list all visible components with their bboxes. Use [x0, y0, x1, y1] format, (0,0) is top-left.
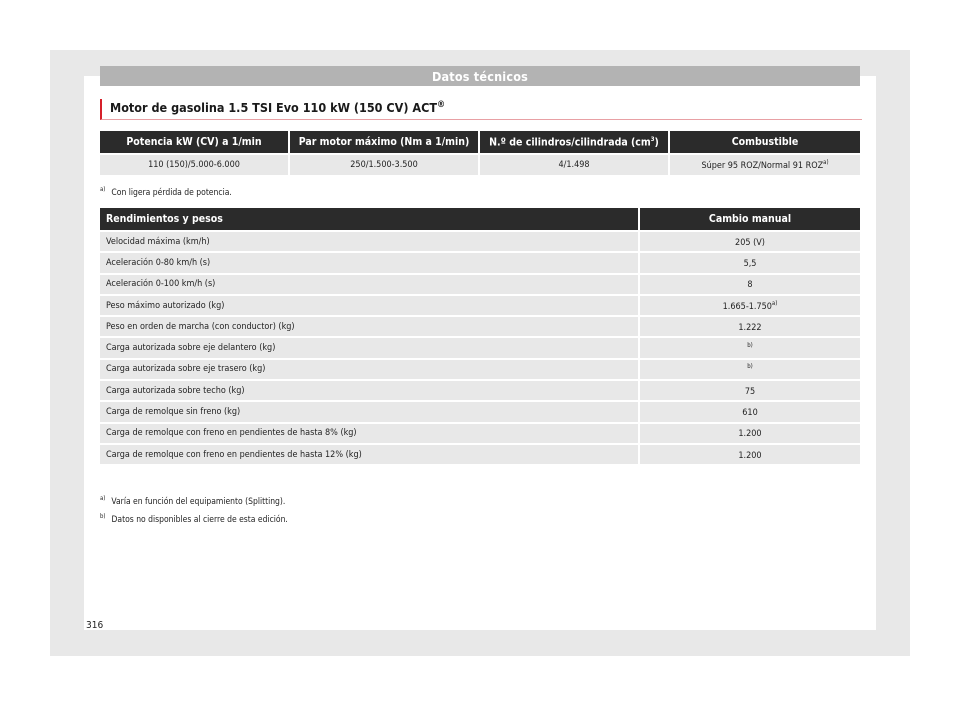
- row-value: [640, 443, 860, 464]
- table-row: [100, 336, 860, 357]
- engine-header-cylinders-text: N.º de cilindros/cilindrada (cm: [489, 136, 651, 149]
- engine-footnote: [100, 186, 232, 198]
- engine-table-row: [100, 153, 860, 175]
- section-header-text: Datos técnicos: [431, 68, 529, 84]
- table-row: [100, 230, 860, 251]
- engine-cell-power-text: 110 (150)/5.000-6.000: [148, 160, 240, 170]
- row-value: [640, 315, 860, 336]
- row-value: [640, 358, 860, 379]
- row-label: Carga de remolque con freno en pendientes de hasta 8% (kg): [100, 422, 640, 443]
- row-value: [640, 294, 860, 315]
- footnote-text: Con ligera pérdida de potencia.: [111, 187, 232, 198]
- engine-table: [100, 131, 860, 175]
- row-label: Velocidad máxima (km/h): [100, 230, 640, 251]
- row-label: Aceleración 0-80 km/h (s): [100, 251, 640, 272]
- table-row: [100, 273, 860, 294]
- row-label: Aceleración 0-100 km/h (s): [100, 273, 640, 294]
- row-label: Peso máximo autorizado (kg): [100, 294, 640, 315]
- page-number: 316: [86, 620, 104, 631]
- footnote-mark: a): [100, 186, 106, 193]
- engine-cell-torque: [290, 153, 480, 175]
- registered-mark: ®: [437, 100, 446, 110]
- row-value: [640, 422, 860, 443]
- footnote-ref: a): [771, 299, 778, 307]
- row-value-text: 1.222: [738, 322, 762, 333]
- title-block: [100, 99, 862, 120]
- table-row: [100, 294, 860, 315]
- engine-header-cylinders: [480, 131, 670, 153]
- engine-cell-fuel: [670, 153, 860, 175]
- row-value-text: 610: [742, 408, 758, 419]
- table-row: [100, 443, 860, 464]
- row-value-text: 75: [744, 386, 756, 397]
- performance-header-label: Rendimientos y pesos: [100, 208, 640, 230]
- row-label: Carga de remolque sin freno (kg): [100, 400, 640, 421]
- page-title-text: Motor de gasolina 1.5 TSI Evo 110 kW (150 CV) ACT: [110, 100, 438, 116]
- performance-header-value: Cambio manual: [640, 208, 860, 230]
- table-row: [100, 358, 860, 379]
- row-label: Carga autorizada sobre eje trasero (kg): [100, 358, 640, 379]
- footnote-mark: a): [100, 495, 106, 502]
- section-header: [100, 66, 860, 86]
- row-value: [640, 379, 860, 400]
- row-label: Carga autorizada sobre techo (kg): [100, 379, 640, 400]
- row-value-text: 1.200: [738, 429, 762, 440]
- row-label: Carga de remolque con freno en pendientes de hasta 12% (kg): [100, 443, 640, 464]
- engine-header-cylinders-close: ): [654, 136, 659, 149]
- engine-table-header-row: [100, 131, 860, 153]
- footnote: [100, 513, 288, 525]
- row-value-text: 8: [747, 280, 753, 291]
- engine-header-torque-text: Par motor máximo (Nm a 1/min): [298, 136, 470, 148]
- footnote-text: Varía en función del equipamiento (Splitting).: [111, 496, 286, 507]
- performance-table: [100, 208, 860, 464]
- table-row: [100, 400, 860, 421]
- row-value-text: 5,5: [743, 258, 757, 269]
- performance-table-header-row: [100, 208, 860, 230]
- engine-header-power-text: Potencia kW (CV) a 1/min: [126, 136, 262, 148]
- row-value-text: 205 (V): [735, 237, 765, 248]
- page-title: [110, 100, 445, 115]
- footnote-mark: b): [100, 513, 106, 520]
- table-row: [100, 379, 860, 400]
- row-value: [640, 336, 860, 357]
- cubic-superscript: 3: [650, 135, 655, 143]
- engine-header-fuel-text: Combustible: [731, 136, 799, 148]
- engine-header-power: [100, 131, 290, 153]
- row-label: Carga autorizada sobre eje delantero (kg): [100, 336, 640, 357]
- table-row: [100, 422, 860, 443]
- table-row: [100, 315, 860, 336]
- engine-cell-fuel-text: Súper 95 ROZ/Normal 91 ROZ: [701, 161, 824, 171]
- footnote: [100, 495, 285, 507]
- row-label: Peso en orden de marcha (con conductor) (kg): [100, 315, 640, 336]
- row-value: [640, 400, 860, 421]
- table-row: [100, 251, 860, 272]
- engine-header-fuel: [670, 131, 860, 153]
- engine-cell-cylinders-text: 4/1.498: [558, 160, 590, 170]
- row-value-text: 1.665-1.750: [722, 301, 772, 312]
- row-value: [640, 230, 860, 251]
- footnote-ref: a): [823, 159, 829, 166]
- row-value-text: 1.200: [738, 450, 762, 461]
- row-value: [640, 251, 860, 272]
- engine-cell-torque-text: 250/1.500-3.500: [350, 160, 418, 170]
- footnote-ref: b): [747, 363, 753, 371]
- footnote-text: Datos no disponibles al cierre de esta edición.: [111, 514, 288, 525]
- engine-cell-cylinders: [480, 153, 670, 175]
- footnote-ref: b): [747, 342, 753, 350]
- row-value: [640, 273, 860, 294]
- engine-header-torque: [290, 131, 480, 153]
- engine-cell-power: [100, 153, 290, 175]
